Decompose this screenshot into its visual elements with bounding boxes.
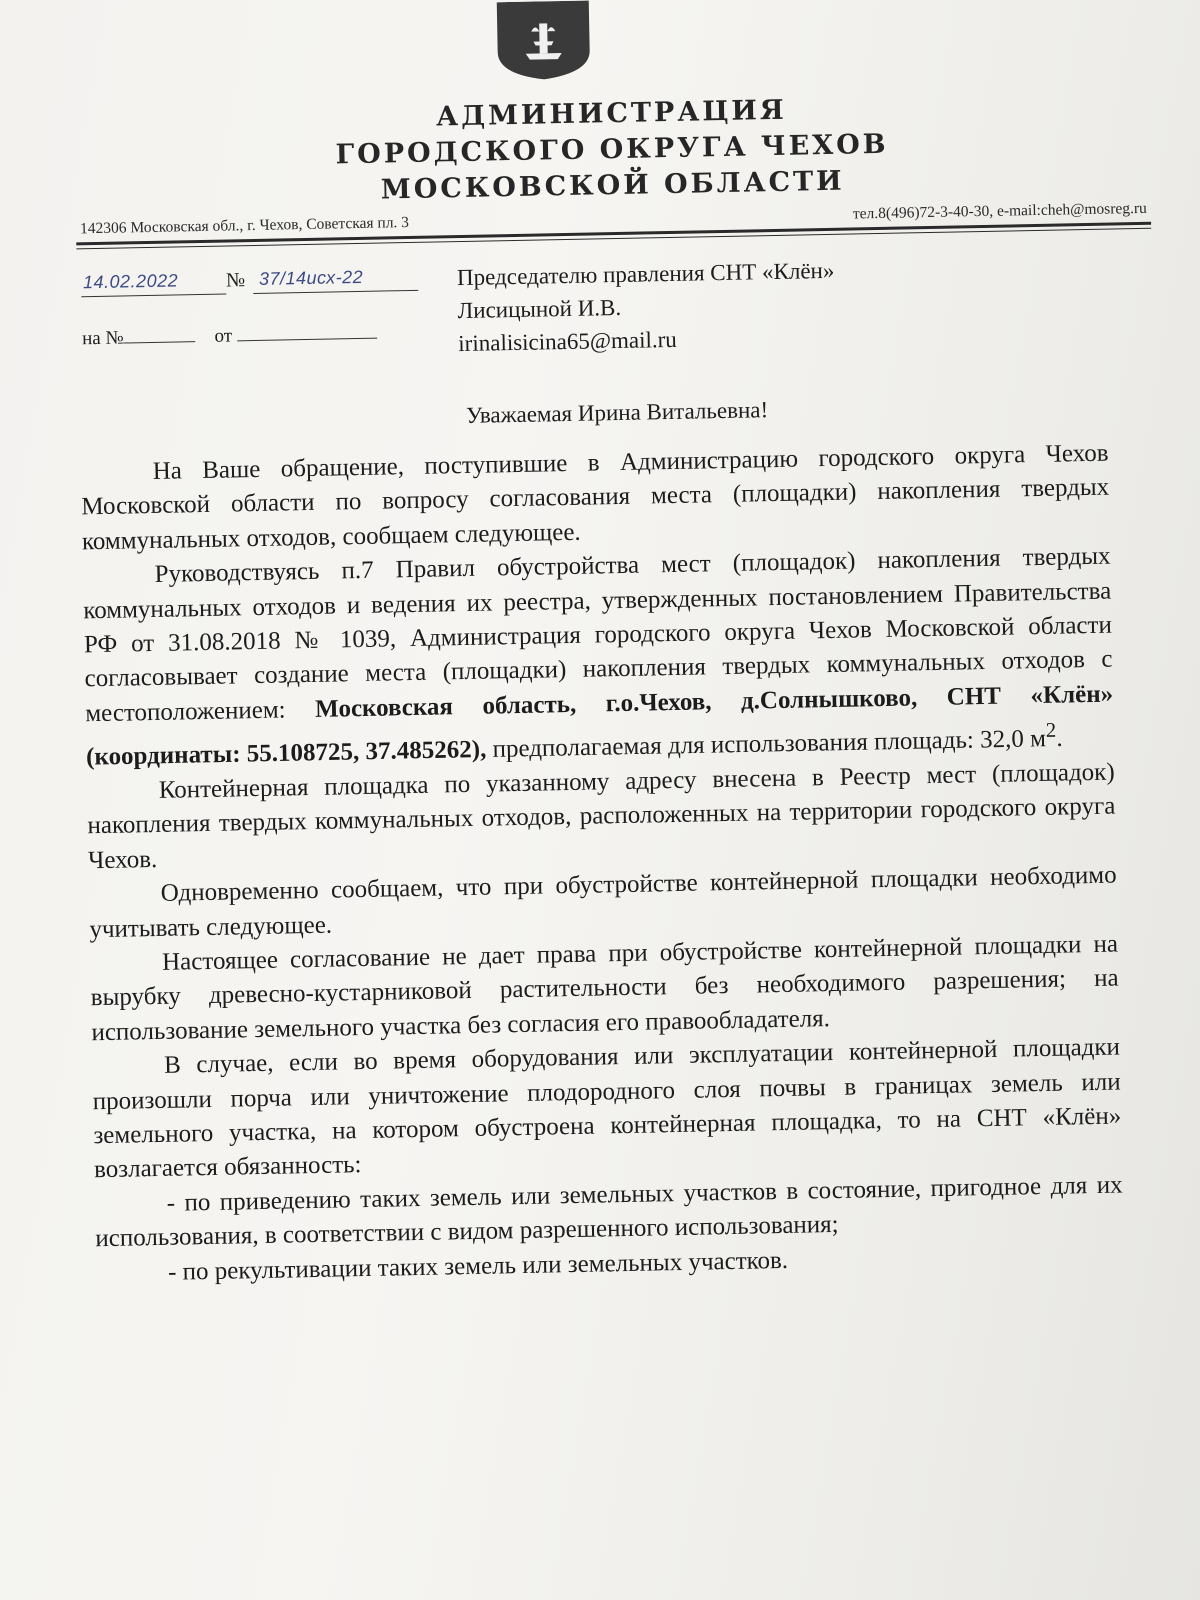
paragraph-1: На Ваше обращение, поступившие в Администрацию городского округа Чехов Московской области по вопросу согласования места (площадки) накопления твердых коммунальных отходов, сообщаем следующее. [81, 439, 1110, 556]
number-underline [253, 290, 418, 294]
paragraph-2-end: предполагаемая для использования площадь: 32,0 м [492, 725, 1047, 764]
letter-page [72, 0, 1178, 1600]
ref-date-blank [237, 322, 377, 342]
paragraph-6: В случае, если во время оборудования или эксплуатации контейнерной площадки произошли порча или уничтожение плодородного слоя почвы в границах земель или земельного участка, на котором обустроена контейнерная площадка, то на СНТ «Клён» возлагается обязанность: [92, 1033, 1122, 1184]
location-address: Московская область, г.о.Чехов, д.Солнышково, СНТ «Клён» (координаты: 55.108725, 37.485262), [85, 680, 1114, 771]
letter-body [80, 437, 1124, 1292]
list-item-1: - по приведению таких земель или земельных участков в состояние, пригодное для их использования, в соответствии с видом разрешенного использования; [95, 1171, 1123, 1253]
registration-line [81, 266, 421, 301]
list-item-2: - по рекультивации таких земель или земельных участков. [167, 1246, 789, 1286]
reference-line [82, 322, 377, 351]
ref-prefix: на № [81, 327, 124, 350]
paragraph-2-start: Руководствуясь п.7 Правил обустройства мест (площадок) накопления твердых коммунальных отходов и ведения их реестра, утвержденных постановлением Правительства РФ от 31.08.2018 № 1039, Администрация городского округа Чехов Московской области согласовывает создание места (площадки) накопления твердых коммунальных отходов с местоположением: [83, 542, 1113, 728]
number-sign: № [225, 269, 246, 292]
greeting: Уважаемая Ирина Витальевна! [465, 397, 769, 428]
paragraph-2 [82, 540, 1114, 775]
paragraph-2-dot: . [1056, 725, 1063, 753]
recipient-title: Председателю правления СНТ «Клён» [456, 257, 835, 291]
recipient-email: irinalisicina65@mail.ru [458, 326, 678, 357]
org-name-line-2: ГОРОДСКОГО ОКРУГА ЧЕХОВ [335, 128, 889, 171]
org-name-line-3: МОСКОВСКОЙ ОБЛАСТИ [380, 165, 845, 206]
registration-number: 37/14исх-22 [258, 266, 364, 289]
org-contacts: тел.8(496)72-3-40-30, e-mail:cheh@mosreg.ru [852, 199, 1147, 223]
area-unit-sup: 2 [1045, 717, 1057, 743]
coat-of-arms-icon [495, 0, 592, 80]
org-name-line-1: АДМИНИСТРАЦИЯ [435, 94, 788, 133]
date-underline [81, 294, 226, 298]
paragraph-4: Одновременно сообщаем, что при обустройстве контейнерной площадки необходимо учитывать следующее. [89, 861, 1117, 943]
paragraph-3: Контейнерная площадка по указанному адресу внесена в Реестр мест (площадок) накопления твердых коммунальных отходов, расположенных на территории городского округа Чехов. [87, 758, 1116, 875]
paragraph-5: Настоящее согласование не дает права при обустройстве контейнерной площадки на вырубку древесно-кустарниковой растительности без необходимого разрешения; на использование земельного участка без согласия его правообладателя. [90, 930, 1119, 1047]
org-address: 142306 Московская обл., г. Чехов, Советская пл. 3 [79, 214, 410, 238]
ref-from: от [214, 325, 233, 347]
ref-number-blank [123, 325, 195, 343]
recipient-name: Лисицыной И.В. [457, 294, 622, 324]
recipient-block [457, 254, 836, 360]
registration-date: 14.02.2022 [82, 270, 179, 293]
